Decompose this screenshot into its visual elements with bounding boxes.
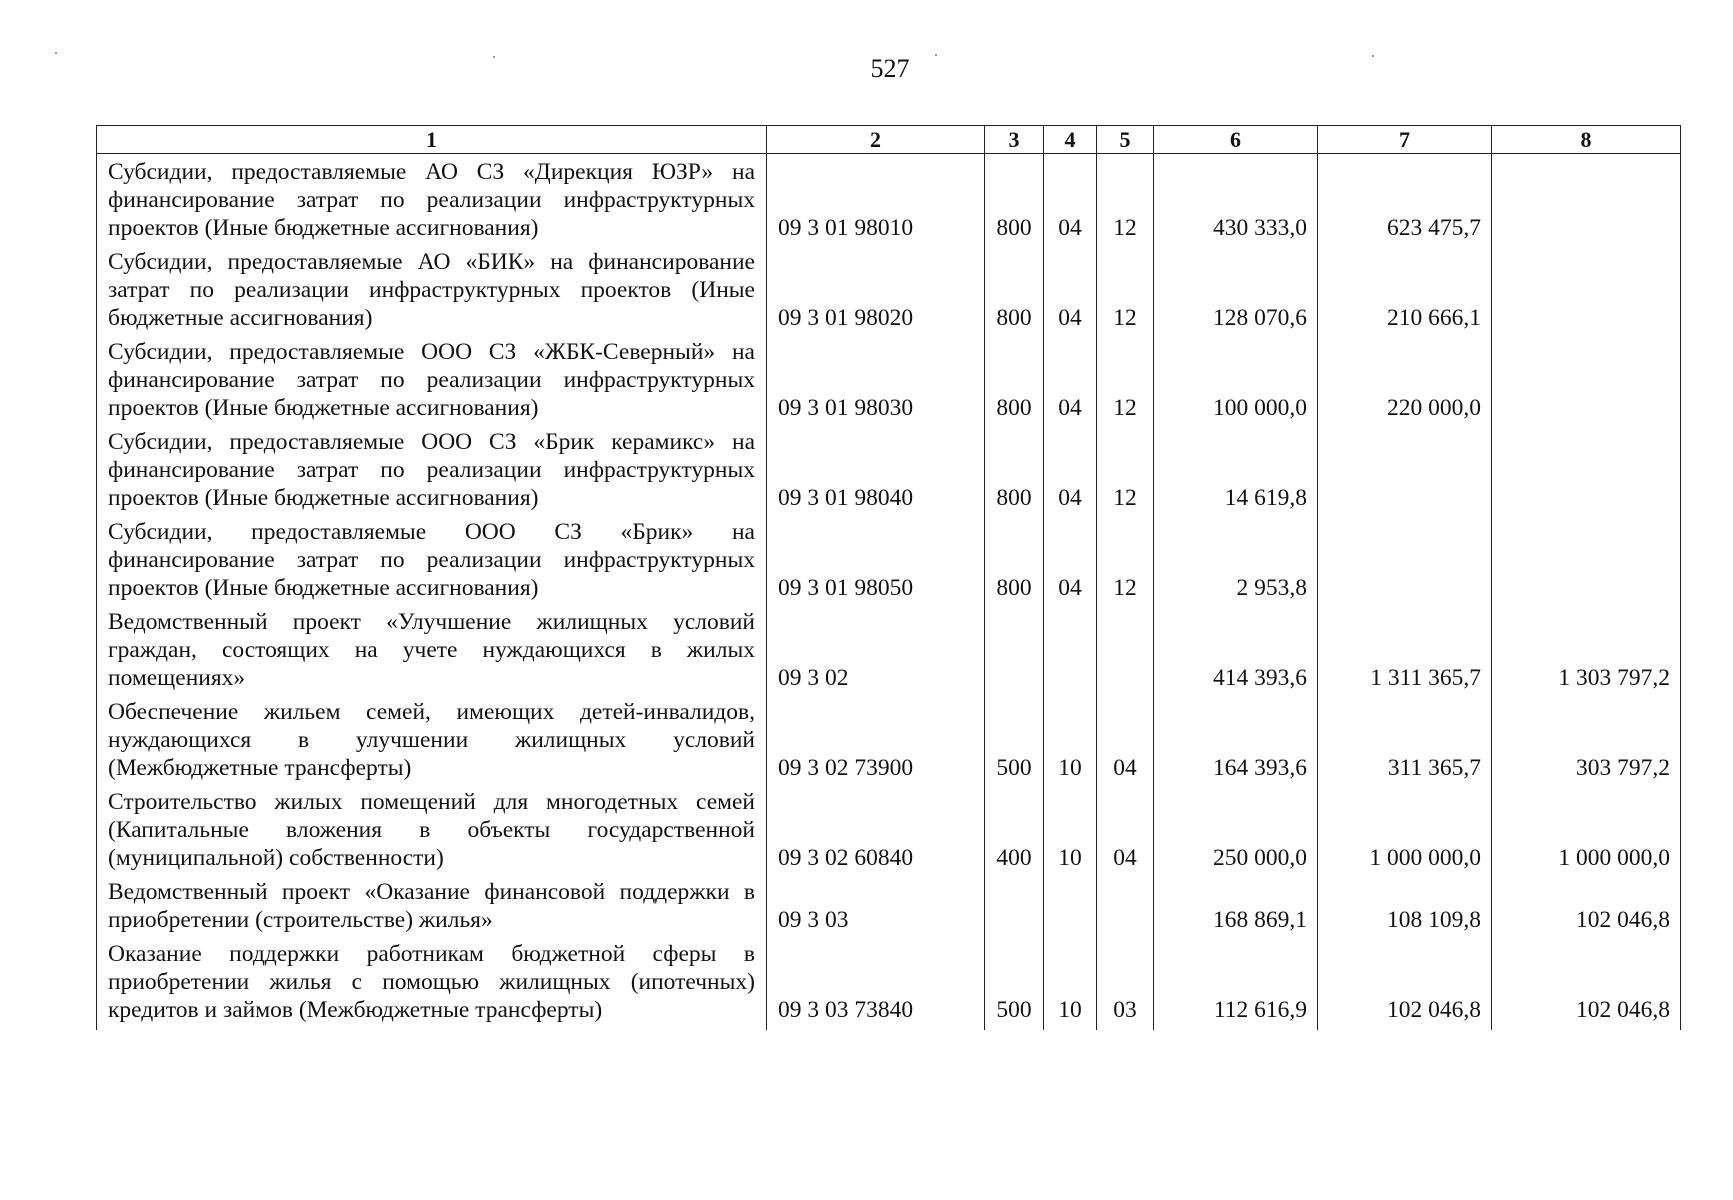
row-code: 09 3 03 73840: [767, 940, 985, 1030]
row-col3: 400: [985, 788, 1044, 878]
row-col5: 12: [1097, 248, 1154, 338]
table-row: [97, 698, 1681, 788]
row-col5: 12: [1097, 428, 1154, 518]
row-col5: [1097, 608, 1154, 698]
row-col5: 12: [1097, 518, 1154, 608]
row-code: 09 3 01 98020: [767, 248, 985, 338]
scan-speck: [493, 56, 495, 58]
row-col6: 430 333,0: [1154, 154, 1318, 249]
scan-speck: [1372, 55, 1374, 57]
row-col6: 14 619,8: [1154, 428, 1318, 518]
row-col8: 1 303 797,2: [1492, 608, 1681, 698]
row-col6: 2 953,8: [1154, 518, 1318, 608]
row-col4: [1044, 608, 1097, 698]
row-code: 09 3 02 60840: [767, 788, 985, 878]
row-col8: [1492, 154, 1681, 249]
col-header-8: 8: [1492, 126, 1681, 154]
row-col7: 1 311 365,7: [1318, 608, 1492, 698]
row-col6: 250 000,0: [1154, 788, 1318, 878]
table-row: [97, 518, 1681, 608]
row-col5: 12: [1097, 154, 1154, 249]
row-name: Субсидии, предоставляемые ООО СЗ «Брик» на финансирование затрат по реализации инфраструктурных проектов (Иные бюджетные ассигнования): [97, 518, 767, 608]
row-name: Субсидии, предоставляемые ООО СЗ «Брик керамикс» на финансирование затрат по реализации инфраструктурных проектов (Иные бюджетные ассигнования): [97, 428, 767, 518]
row-col8: 303 797,2: [1492, 698, 1681, 788]
row-col4: 04: [1044, 428, 1097, 518]
row-col8: [1492, 428, 1681, 518]
row-col7: 623 475,7: [1318, 154, 1492, 249]
row-col3: 800: [985, 338, 1044, 428]
row-col8: [1492, 338, 1681, 428]
row-col3: [985, 878, 1044, 940]
scan-speck: [935, 54, 937, 56]
row-col7: 220 000,0: [1318, 338, 1492, 428]
table-row: [97, 878, 1681, 940]
row-col3: 800: [985, 428, 1044, 518]
row-col8: [1492, 248, 1681, 338]
row-col3: 800: [985, 518, 1044, 608]
row-code: 09 3 01 98010: [767, 154, 985, 249]
row-col7: 210 666,1: [1318, 248, 1492, 338]
row-code: 09 3 01 98050: [767, 518, 985, 608]
row-name: Субсидии, предоставляемые АО СЗ «Дирекция ЮЗР» на финансирование затрат по реализации инфраструктурных проектов (Иные бюджетные ассигнования): [97, 154, 767, 249]
row-name: Субсидии, предоставляемые ООО СЗ «ЖБК-Северный» на финансирование затрат по реализации инфраструктурных проектов (Иные бюджетные ассигнования): [97, 338, 767, 428]
row-col7: [1318, 428, 1492, 518]
table-row: [97, 338, 1681, 428]
row-col5: 12: [1097, 338, 1154, 428]
row-name: Оказание поддержки работникам бюджетной сферы в приобретении жилья с помощью жилищных (ипотечных) кредитов и займов (Межбюджетные трансферты): [97, 940, 767, 1030]
row-col3: 800: [985, 154, 1044, 249]
row-col4: 04: [1044, 338, 1097, 428]
row-col5: [1097, 878, 1154, 940]
row-name: Строительство жилых помещений для многодетных семей (Капитальные вложения в объекты государственной (муниципальной) собственности): [97, 788, 767, 878]
row-col7: [1318, 518, 1492, 608]
table-row: [97, 428, 1681, 518]
row-col7: 1 000 000,0: [1318, 788, 1492, 878]
row-col5: 03: [1097, 940, 1154, 1030]
row-col6: 164 393,6: [1154, 698, 1318, 788]
row-name: Ведомственный проект «Оказание финансовой поддержки в приобретении (строительстве) жилья»: [97, 878, 767, 940]
col-header-7: 7: [1318, 126, 1492, 154]
header-row: [97, 126, 1681, 154]
row-col4: [1044, 878, 1097, 940]
col-header-1: 1: [97, 126, 767, 154]
row-name: Ведомственный проект «Улучшение жилищных условий граждан, состоящих на учете нуждающихся в жилых помещениях»: [97, 608, 767, 698]
budget-table: [96, 125, 1681, 1030]
table-row: [97, 940, 1681, 1030]
row-col5: 04: [1097, 788, 1154, 878]
row-col6: 414 393,6: [1154, 608, 1318, 698]
row-col4: 04: [1044, 248, 1097, 338]
row-col4: 04: [1044, 518, 1097, 608]
table-row: [97, 788, 1681, 878]
row-col3: 500: [985, 698, 1044, 788]
row-name: Обеспечение жильем семей, имеющих детей-инвалидов, нуждающихся в улучшении жилищных условий (Межбюджетные трансферты): [97, 698, 767, 788]
row-code: 09 3 03: [767, 878, 985, 940]
row-col8: 102 046,8: [1492, 940, 1681, 1030]
row-col6: 128 070,6: [1154, 248, 1318, 338]
row-col4: 10: [1044, 698, 1097, 788]
scan-speck: [55, 52, 57, 54]
col-header-3: 3: [985, 126, 1044, 154]
table-row: [97, 154, 1681, 249]
row-code: 09 3 01 98030: [767, 338, 985, 428]
table-row: [97, 248, 1681, 338]
row-col4: 10: [1044, 788, 1097, 878]
row-col3: 500: [985, 940, 1044, 1030]
col-header-2: 2: [767, 126, 985, 154]
row-col4: 10: [1044, 940, 1097, 1030]
row-col7: 108 109,8: [1318, 878, 1492, 940]
col-header-4: 4: [1044, 126, 1097, 154]
row-col7: 311 365,7: [1318, 698, 1492, 788]
row-code: 09 3 02: [767, 608, 985, 698]
row-col4: 04: [1044, 154, 1097, 249]
row-col6: 100 000,0: [1154, 338, 1318, 428]
row-col3: 800: [985, 248, 1044, 338]
row-col6: 168 869,1: [1154, 878, 1318, 940]
row-code: 09 3 02 73900: [767, 698, 985, 788]
row-col8: 102 046,8: [1492, 878, 1681, 940]
row-col6: 112 616,9: [1154, 940, 1318, 1030]
row-name: Субсидии, предоставляемые АО «БИК» на финансирование затрат по реализации инфраструктурных проектов (Иные бюджетные ассигнования): [97, 248, 767, 338]
table-row: [97, 608, 1681, 698]
row-col5: 04: [1097, 698, 1154, 788]
row-col8: 1 000 000,0: [1492, 788, 1681, 878]
col-header-6: 6: [1154, 126, 1318, 154]
row-col8: [1492, 518, 1681, 608]
row-code: 09 3 01 98040: [767, 428, 985, 518]
col-header-5: 5: [1097, 126, 1154, 154]
row-col7: 102 046,8: [1318, 940, 1492, 1030]
row-col3: [985, 608, 1044, 698]
page-number: 527: [870, 54, 910, 83]
